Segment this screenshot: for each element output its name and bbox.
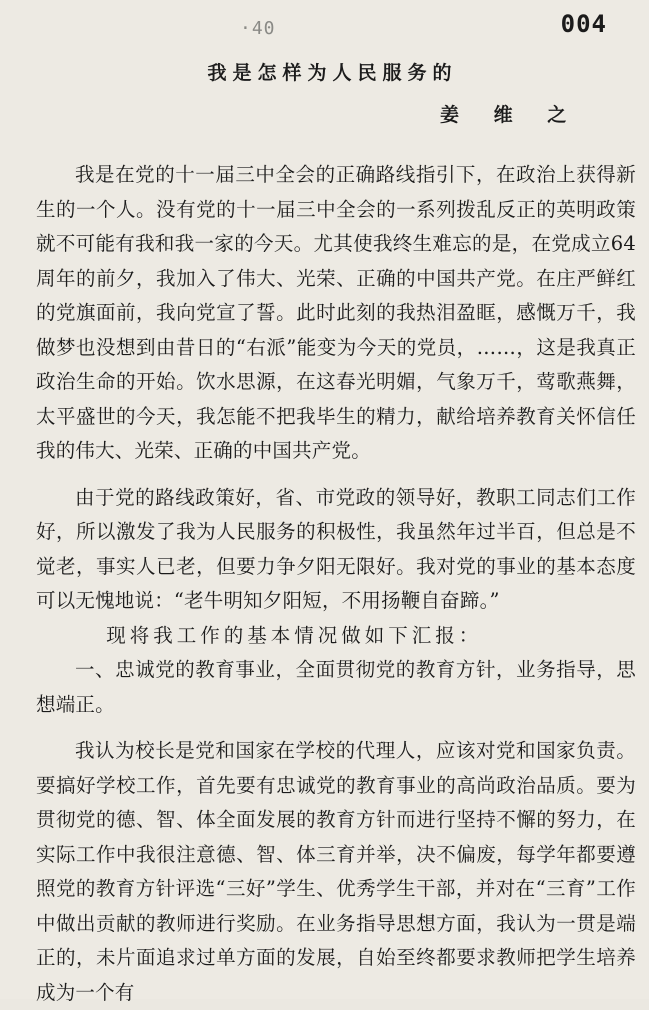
paragraph-1: 我是在党的十一届三中全会的正确路线指引下，在政治上获得新生的一个人。没有党的十一届三中全会的一系列拨乱反正的英明政策就不可能有我和我一家的今天。尤其使我终生难忘的是，在党成立64周年的前夕，我加入了伟大、光荣、正确的中国共产党。在庄严鲜红的党旗面前，我向党宣了誓。此时此刻的我热泪盈眶，感慨万千，我做梦也没想到由昔日的“右派”能变为今天的党员，……，这是我真正政治生命的开始。饮水思源，在这春光明媚，气象万千，莺歌燕舞，太平盛世的今天，我怎能不把我毕生的精力，献给培养教育关怀信任我的伟大、光荣、正确的中国共产党。 — [36, 163, 636, 462]
author-name: 姜 维 之 — [440, 104, 581, 126]
report-intro: 现将我工作的基本情况做如下汇报： — [106, 623, 483, 647]
faded-stamp-number: ·40 — [240, 18, 276, 39]
paragraph-2: 由于党的路线政策好，省、市党政的领导好，教职工同志们工作好，所以激发了我为人民服务的积极性，我虽然年过半百，但总是不觉老，事实人已老，但要力争夕阳无限好。我对党的事业的基本态度可以无愧地说：“老牛明知夕阳短，不用扬鞭自奋蹄。” — [36, 485, 636, 612]
document-body — [36, 158, 636, 1010]
document-title: 我是怎样为人民服务的 — [207, 62, 458, 84]
section-heading-1: 一、忠诚党的教育事业，全面贯彻党的教育方针，业务指导，思想端正。 — [36, 658, 636, 716]
page-number: 004 — [560, 10, 607, 38]
paragraph-3: 我认为校长是党和国家在学校的代理人，应该对党和国家负责。要搞好学校工作，首先要有忠诚党的教育事业的高尚政治品质。要为贯彻党的德、智、体全面发展的教育方针而进行坚持不懈的努力，在实际工作中我很注意德、智、体三育并举，决不偏废，每学年都要遵照党的教育方针评选“三好”学生、优秀学生干部，并对在“三育”工作中做出贡献的教师进行奖励。在业务指导思想方面，我认为一贯是端正的，未片面追求过单方面的发展，自始至终都要求教师把学生培养成为一个有 — [36, 739, 636, 1004]
